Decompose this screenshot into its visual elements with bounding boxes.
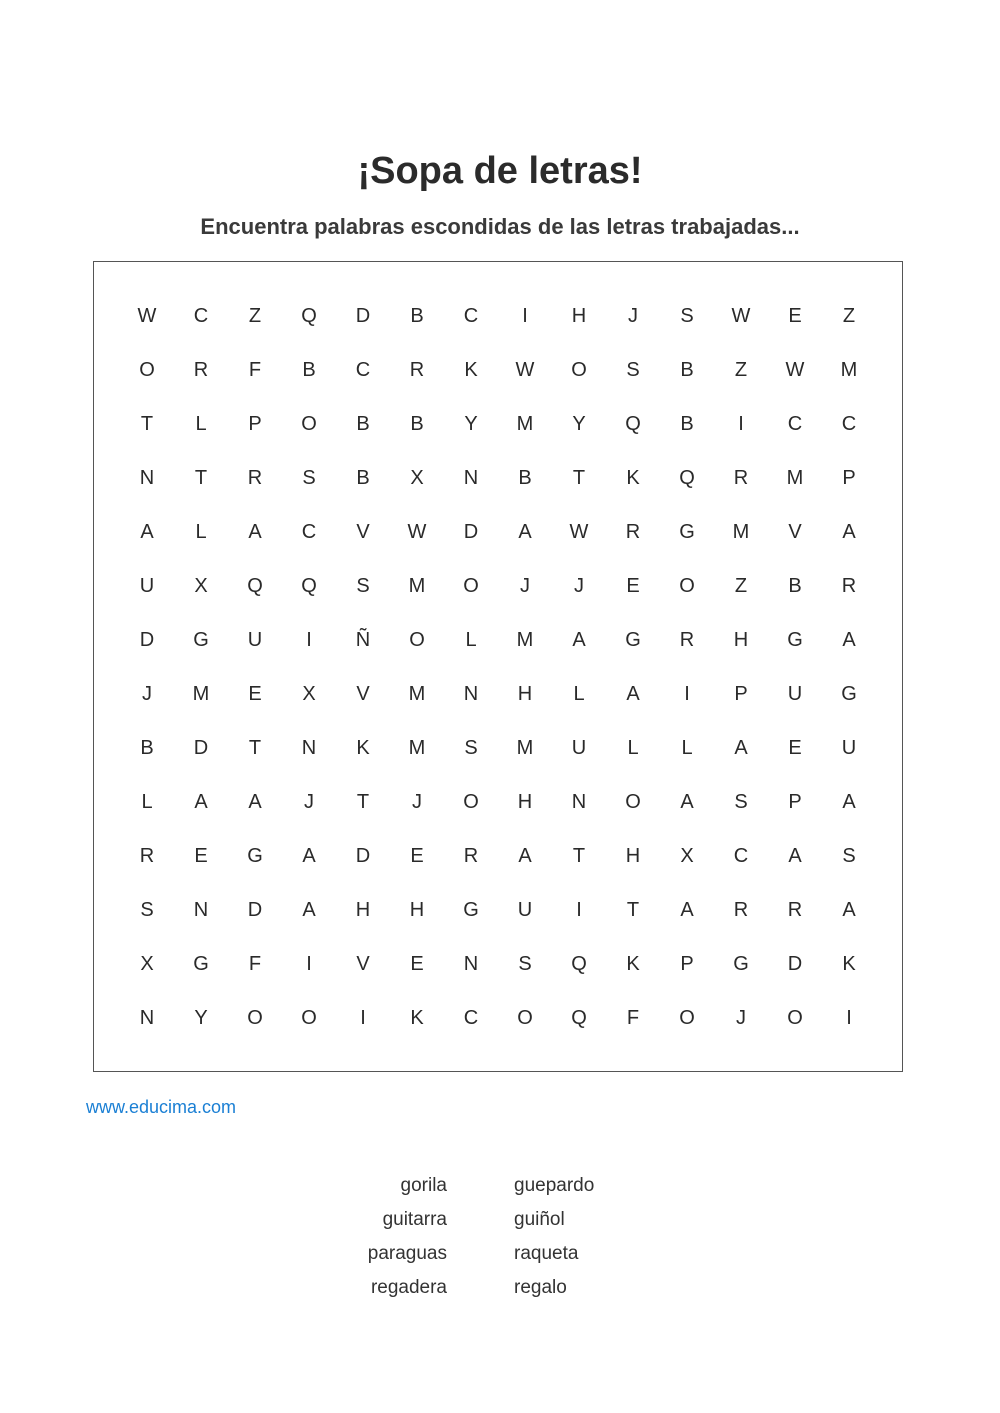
page-subtitle: Encuentra palabras escondidas de las letras trabajadas... [200,214,800,239]
grid-letter[interactable]: I [306,952,312,975]
grid-letter[interactable]: A [518,520,532,543]
word-item: regadera [370,1277,447,1298]
grid-letter[interactable]: B [788,574,802,597]
grid-letter[interactable]: R [841,574,857,597]
grid-letter[interactable]: I [738,412,744,435]
grid-letter[interactable]: H [517,790,533,813]
grid-letter[interactable]: A [680,790,694,813]
grid-letter[interactable]: D [355,304,371,327]
grid-letter[interactable]: G [193,628,209,651]
grid-letter[interactable]: A [734,736,748,759]
grid-letter[interactable]: M [192,682,210,705]
grid-letter[interactable]: L [141,790,153,813]
grid-letter[interactable]: B [356,412,370,435]
grid-letter[interactable]: A [788,844,802,867]
grid-letter[interactable]: D [355,844,371,867]
grid-letter[interactable]: N [301,736,317,759]
grid-letter[interactable]: S [842,844,856,867]
grid-letter[interactable]: G [463,898,479,921]
grid-letter[interactable]: D [139,628,155,651]
grid-letter[interactable]: D [193,736,209,759]
grid-letter[interactable]: U [571,736,587,759]
grid-letter[interactable]: Ñ [355,628,371,651]
word-item: gorila [400,1175,447,1196]
grid-letter[interactable]: Z [842,304,856,327]
grid-letter[interactable]: L [627,736,639,759]
grid-letter[interactable]: X [302,682,316,705]
grid-letter[interactable]: A [842,898,856,921]
grid-letter[interactable]: U [787,682,803,705]
grid-letter[interactable]: I [576,898,582,921]
grid-letter[interactable]: R [463,844,479,867]
grid-letter[interactable]: D [247,898,263,921]
grid-letter[interactable]: A [572,628,586,651]
grid-letter[interactable]: H [733,628,749,651]
grid-letter[interactable]: R [679,628,695,651]
grid-letter[interactable]: R [139,844,155,867]
word-list-right [514,1174,714,1310]
website-link[interactable]: www.educima.com [86,1097,237,1117]
grid-letter[interactable]: G [625,628,641,651]
grid-letter[interactable]: R [409,358,425,381]
grid-letter[interactable]: A [140,520,154,543]
grid-letter[interactable]: A [518,844,532,867]
grid-letter[interactable]: U [841,736,857,759]
grid-letter[interactable]: O [625,790,641,813]
grid-letter[interactable]: Z [734,358,748,381]
grid-letter[interactable]: A [842,628,856,651]
grid-letter[interactable]: R [733,898,749,921]
grid-letter[interactable]: O [571,358,587,381]
grid-letter[interactable]: H [409,898,425,921]
word-item: guiñol [514,1209,565,1230]
grid-letter[interactable]: M [516,412,534,435]
grid-letter[interactable]: L [195,412,207,435]
grid-letter[interactable]: I [360,1006,366,1029]
grid-letter[interactable]: W [731,304,751,327]
word-item: guitarra [382,1209,447,1230]
page-title: ¡Sopa de letras! [357,150,643,192]
grid-letter[interactable]: N [193,898,209,921]
grid-letter[interactable]: J [412,790,422,813]
grid-letter[interactable]: S [302,466,316,489]
grid-letter[interactable]: A [842,520,856,543]
grid-letter[interactable]: F [626,1006,640,1029]
grid-letter[interactable]: C [463,304,479,327]
grid-letter[interactable]: V [356,952,370,975]
grid-letter[interactable]: C [733,844,749,867]
grid-letter[interactable]: G [247,844,263,867]
word-item: paraguas [367,1243,447,1264]
grid-letter[interactable]: T [572,844,586,867]
grid-letter[interactable]: C [301,520,317,543]
grid-letter[interactable]: H [571,304,587,327]
grid-letter[interactable]: R [625,520,641,543]
word-list-left [247,1174,447,1310]
grid-letter[interactable]: A [842,790,856,813]
grid-letter[interactable]: B [140,736,154,759]
grid-letter[interactable]: K [356,736,370,759]
grid-letter[interactable]: M [732,520,750,543]
grid-letter[interactable]: E [194,844,208,867]
grid-letter[interactable]: R [733,466,749,489]
grid-letter[interactable]: A [248,520,262,543]
grid-letter[interactable]: J [520,574,530,597]
grid-letter[interactable]: A [302,844,316,867]
grid-letter[interactable]: N [463,682,479,705]
grid-letter[interactable]: V [788,520,802,543]
grid-letter[interactable]: U [247,628,263,651]
grid-letter[interactable]: A [194,790,208,813]
grid-letter[interactable]: N [463,952,479,975]
grid-letter[interactable]: I [306,628,312,651]
grid-letter[interactable]: K [626,466,640,489]
grid-letter[interactable]: G [193,952,209,975]
grid-letter[interactable]: I [684,682,690,705]
word-item: regalo [514,1277,567,1298]
grid-letter[interactable]: O [409,628,425,651]
grid-letter[interactable]: S [140,898,154,921]
grid-letter[interactable]: T [572,466,586,489]
grid-letter[interactable]: Y [572,412,586,435]
grid-letter[interactable]: Z [734,574,748,597]
grid-letter[interactable]: O [517,1006,533,1029]
grid-letter[interactable]: Q [301,574,317,597]
grid-letter[interactable]: F [248,952,262,975]
grid-letter[interactable]: S [626,358,640,381]
grid-letter[interactable]: N [139,1006,155,1029]
grid-letter[interactable]: W [785,358,805,381]
grid-letter[interactable]: J [142,682,152,705]
grid-letter[interactable]: B [410,304,424,327]
grid-letter[interactable]: H [355,898,371,921]
grid-letter[interactable]: L [465,628,477,651]
grid-letter[interactable]: G [733,952,749,975]
grid-letter[interactable]: M [786,466,804,489]
grid-letter[interactable]: Q [625,412,641,435]
grid-letter[interactable]: H [625,844,641,867]
grid-letter[interactable]: C [787,412,803,435]
grid-letter[interactable]: O [247,1006,263,1029]
grid-letter[interactable]: L [573,682,585,705]
grid-letter[interactable]: B [680,358,694,381]
grid-letter[interactable]: J [304,790,314,813]
grid-letter[interactable]: O [139,358,155,381]
grid-letter[interactable]: W [515,358,535,381]
grid-letter[interactable]: Q [247,574,263,597]
grid-letter[interactable]: M [516,628,534,651]
grid-letter[interactable]: E [248,682,262,705]
grid-letter[interactable]: Q [679,466,695,489]
grid-letter[interactable]: A [248,790,262,813]
grid-letter[interactable]: R [193,358,209,381]
grid-letter[interactable]: Q [301,304,317,327]
grid-letter[interactable]: T [356,790,370,813]
grid-letter[interactable]: Q [571,952,587,975]
grid-letter[interactable]: G [841,682,857,705]
grid-letter[interactable]: T [248,736,262,759]
grid-letter[interactable]: B [680,412,694,435]
grid-letter[interactable]: Q [571,1006,587,1029]
grid-letter[interactable]: B [518,466,532,489]
grid-letter[interactable]: G [679,520,695,543]
grid-letter[interactable]: C [841,412,857,435]
grid-letter[interactable]: N [139,466,155,489]
grid-letter[interactable]: K [842,952,856,975]
grid-letter[interactable]: P [248,412,262,435]
grid-letter[interactable]: O [679,574,695,597]
grid-letter[interactable]: F [248,358,262,381]
grid-letter[interactable]: M [840,358,858,381]
grid-letter[interactable]: P [788,790,802,813]
grid-letter[interactable]: T [194,466,208,489]
grid-letter[interactable]: S [518,952,532,975]
grid-letter[interactable]: J [628,304,638,327]
grid-letter[interactable]: Y [194,1006,208,1029]
grid-letter[interactable]: K [464,358,478,381]
grid-letter[interactable]: E [410,844,424,867]
grid-letter[interactable]: K [410,1006,424,1029]
grid-letter[interactable]: S [356,574,370,597]
word-item: guepardo [514,1175,595,1196]
grid-letter[interactable]: I [522,304,528,327]
grid-letter[interactable]: T [140,412,154,435]
grid-letter[interactable]: T [626,898,640,921]
grid-letter[interactable]: C [463,1006,479,1029]
grid-letter[interactable]: S [680,304,694,327]
grid-letter[interactable]: L [681,736,693,759]
grid-letter[interactable]: O [463,574,479,597]
grid-letter[interactable]: X [680,844,694,867]
grid-letter[interactable]: O [679,1006,695,1029]
grid-letter[interactable]: E [626,574,640,597]
grid-letter[interactable]: W [137,304,157,327]
grid-letter[interactable]: S [734,790,748,813]
grid-letter[interactable]: A [626,682,640,705]
grid-letter[interactable]: C [355,358,371,381]
grid-letter[interactable]: U [517,898,533,921]
grid-letter[interactable]: S [464,736,478,759]
grid-letter[interactable]: N [463,466,479,489]
grid-letter[interactable]: V [356,682,370,705]
grid-letter[interactable]: J [574,574,584,597]
grid-letter[interactable]: X [140,952,154,975]
grid-letter[interactable]: B [302,358,316,381]
grid-letter[interactable]: R [247,466,263,489]
grid-letter[interactable]: G [787,628,803,651]
grid-letter[interactable]: A [680,898,694,921]
grid-letter[interactable]: D [463,520,479,543]
grid-letter[interactable]: O [301,1006,317,1029]
grid-letter[interactable]: X [194,574,208,597]
grid-letter[interactable]: Y [464,412,478,435]
grid-letter[interactable]: W [569,520,589,543]
grid-letter[interactable]: A [302,898,316,921]
grid-letter[interactable]: V [356,520,370,543]
grid-letter[interactable]: P [734,682,748,705]
grid-letter[interactable]: O [463,790,479,813]
grid-letter[interactable]: E [788,736,802,759]
grid-letter[interactable]: M [516,736,534,759]
grid-letter[interactable]: Z [248,304,262,327]
grid-letter[interactable]: D [787,952,803,975]
grid-letter[interactable]: W [407,520,427,543]
grid-letter[interactable]: O [787,1006,803,1029]
grid-letter[interactable]: P [680,952,694,975]
grid-letter[interactable]: B [410,412,424,435]
word-search-grid [120,289,876,1045]
grid-letter[interactable]: I [846,1006,852,1029]
grid-letter[interactable]: B [356,466,370,489]
grid-letter[interactable]: H [517,682,533,705]
grid-letter[interactable]: M [408,736,426,759]
grid-letter[interactable]: P [842,466,856,489]
grid-letter[interactable]: K [626,952,640,975]
grid-letter[interactable]: X [410,466,424,489]
grid-letter[interactable]: J [736,1006,746,1029]
word-item: raqueta [514,1243,579,1264]
grid-letter[interactable]: M [408,574,426,597]
grid-letter[interactable]: U [139,574,155,597]
grid-letter[interactable]: L [195,520,207,543]
grid-letter[interactable]: O [301,412,317,435]
grid-letter[interactable]: M [408,682,426,705]
grid-letter[interactable]: E [788,304,802,327]
grid-letter[interactable]: R [787,898,803,921]
grid-letter[interactable]: N [571,790,587,813]
grid-letter[interactable]: E [410,952,424,975]
grid-letter[interactable]: C [193,304,209,327]
